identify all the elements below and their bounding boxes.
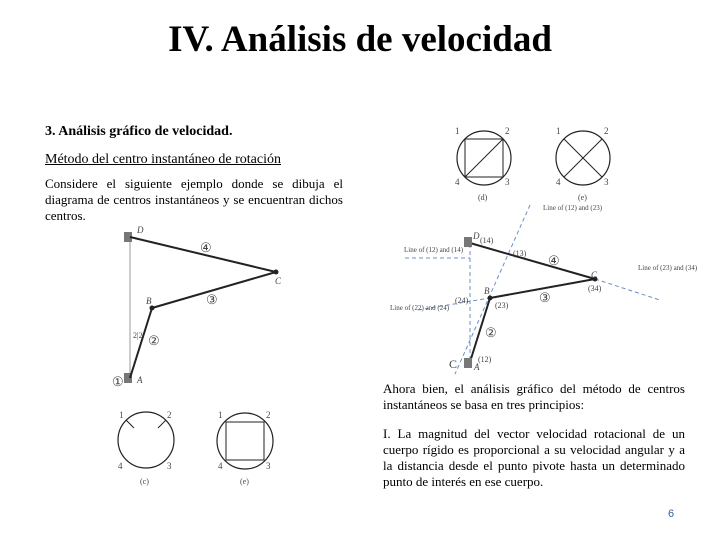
- center-14: (14): [480, 236, 494, 245]
- link-4-label: ④: [548, 253, 560, 268]
- point-b: B: [146, 296, 152, 306]
- method-heading: Método del centro instantáneo de rotación: [45, 152, 281, 167]
- node-4: 4: [455, 177, 460, 187]
- principle-one-paragraph: I. La magnitud del vector velocidad rotacional de un cuerpo rígido es proporcional a su velocidad angular y a la distancia desde el punto pivote hasta un determinado punto de interés en ese cuerpo.: [383, 426, 685, 489]
- point-a: A: [137, 375, 143, 385]
- circle-diagram-d-top: [455, 126, 511, 202]
- link-3-label: ③: [206, 292, 218, 307]
- slide-title: IV. Análisis de velocidad: [168, 19, 552, 60]
- circle-diagram-e-top: [556, 126, 610, 202]
- node-3: 3: [167, 461, 172, 471]
- principles-paragraph: Ahora bien, el análisis gráfico del método de centros instantáneos se basa en tres principios:: [383, 381, 685, 412]
- circle-diagram-c-bottom: [118, 410, 174, 486]
- line-23-34-label: Line of (23) and (34): [638, 264, 698, 272]
- node-3: 3: [266, 461, 271, 471]
- node-4: 4: [556, 177, 561, 187]
- node-2: 2: [266, 410, 271, 420]
- point-d: D: [137, 225, 144, 235]
- link-2-label: ②: [485, 325, 497, 340]
- section-subtitle: 3. Análisis gráfico de velocidad.: [45, 124, 233, 139]
- node-4: 4: [218, 461, 223, 471]
- node-3: 3: [505, 177, 510, 187]
- line-12-14-label: Line of (12) and (14): [404, 246, 464, 254]
- point-c: C: [275, 276, 282, 286]
- node-1: 1: [218, 410, 223, 420]
- center-34: (34): [588, 284, 602, 293]
- line-c-label: Line of (12) and (23): [543, 204, 603, 212]
- ground-symbol: C: [449, 357, 458, 371]
- center-12: (12): [478, 355, 492, 364]
- node-2: 2: [167, 410, 172, 420]
- link-4-label: ④: [200, 240, 212, 255]
- center-13: (13): [513, 249, 527, 258]
- page-number: 6: [668, 508, 675, 520]
- circle-diagram-e-bottom: [217, 410, 273, 486]
- caption-e: (e): [240, 477, 249, 486]
- node-2: 2: [505, 126, 510, 136]
- point-b: B: [484, 286, 490, 296]
- point-d: D: [473, 231, 480, 241]
- intro-paragraph: Considere el siguiente ejemplo donde se dibuja el diagrama de centros instantáneos y se encuentran dichos centros.: [45, 176, 343, 223]
- caption-c: (c): [140, 477, 149, 486]
- node-1: 1: [556, 126, 561, 136]
- point-a: A: [474, 362, 480, 372]
- link-3-label: ③: [539, 290, 551, 305]
- node-4: 4: [118, 461, 123, 471]
- node-3: 3: [604, 177, 609, 187]
- caption-e: (e): [578, 193, 587, 202]
- node-2: 2: [604, 126, 609, 136]
- dimension-label: 2|2: [133, 331, 143, 340]
- caption-d: (d): [478, 193, 488, 202]
- node-1: 1: [455, 126, 460, 136]
- line-22-24-label: Line of (22) and (24): [390, 304, 450, 312]
- link-2-label: ②: [148, 333, 160, 348]
- link-1-label: ①: [112, 374, 124, 389]
- mechanism-left: [112, 225, 282, 389]
- point-c: C: [591, 270, 598, 280]
- center-24: (24): [455, 296, 469, 305]
- center-23: (23): [495, 301, 509, 310]
- mechanism-right: [390, 204, 698, 374]
- node-1: 1: [119, 410, 124, 420]
